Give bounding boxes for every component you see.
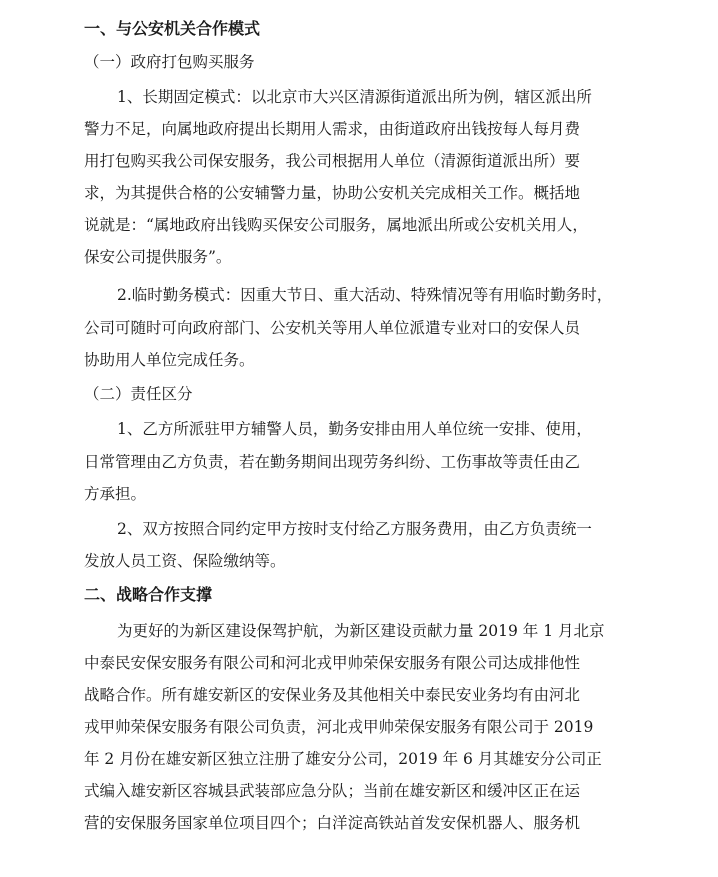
text-line: 式编入雄安新区容城县武装部应急分队；当前在雄安新区和缓冲区正在运 <box>84 782 581 800</box>
text-line: 营的安保服务国家单位项目四个；白洋淀高铁站首发安保机器人、服务机 <box>84 814 581 832</box>
text-line: 2、双方按照合同约定甲方按时支付给乙方服务费用，由乙方负责统一 <box>117 520 592 538</box>
text-line: 2.临时勤务模式：因重大节日、重大活动、特殊情况等有用临时勤务时， <box>117 286 613 304</box>
text-line: 警力不足，向属地政府提出长期用人需求，由街道政府出钱按每人每月费 <box>84 120 581 138</box>
text-line: 日常管理由乙方负责，若在勤务期间出现劳务纠纷、工伤事故等责任由乙 <box>84 453 581 471</box>
text-line: 方承担。 <box>84 485 147 503</box>
text-line: 战略合作。所有雄安新区的安保业务及其他相关中泰民安业务均有由河北 <box>84 686 581 704</box>
text-line: 保安公司提供服务”。 <box>84 248 232 266</box>
text-line: 戎甲帅荣保安服务有限公司负责，河北戎甲帅荣保安服务有限公司于 2019 <box>84 718 594 736</box>
text-line: 用打包购买我公司保安服务，我公司根据用人单位（清源街道派出所）要 <box>84 152 581 170</box>
subsection-1-heading: （一）政府打包购买服务 <box>84 53 255 71</box>
text-line: 公司可随时可向政府部门、公安机关等用人单位派遣专业对口的安保人员 <box>84 319 581 337</box>
section-2-heading: 二、战略合作支撑 <box>84 585 213 604</box>
text-line: 1、长期固定模式：以北京市大兴区清源街道派出所为例，辖区派出所 <box>117 88 592 106</box>
subsection-2-heading: （二）责任区分 <box>84 385 193 403</box>
text-line: 发放人员工资、保险缴纳等。 <box>84 552 286 570</box>
section-1-heading: 一、与公安机关合作模式 <box>84 19 261 38</box>
text-line: 协助用人单位完成任务。 <box>84 351 255 369</box>
text-line: 为更好的为新区建设保驾护航，为新区建设贡献力量 2019 年 1 月北京 <box>117 622 605 640</box>
text-line: 中泰民安保安服务有限公司和河北戎甲帅荣保安服务有限公司达成排他性 <box>84 654 581 672</box>
text-line: 1、乙方所派驻甲方辅警人员，勤务安排由用人单位统一安排、使用， <box>117 420 592 438</box>
text-line: 求，为其提供合格的公安辅警力量，协助公安机关完成相关工作。概括地 <box>84 184 581 202</box>
text-line: 年 2 月份在雄安新区独立注册了雄安分公司，2019 年 6 月其雄安分公司正 <box>84 750 602 768</box>
text-line: 说就是：“属地政府出钱购买保安公司服务，属地派出所或公安机关用人， <box>84 216 588 234</box>
